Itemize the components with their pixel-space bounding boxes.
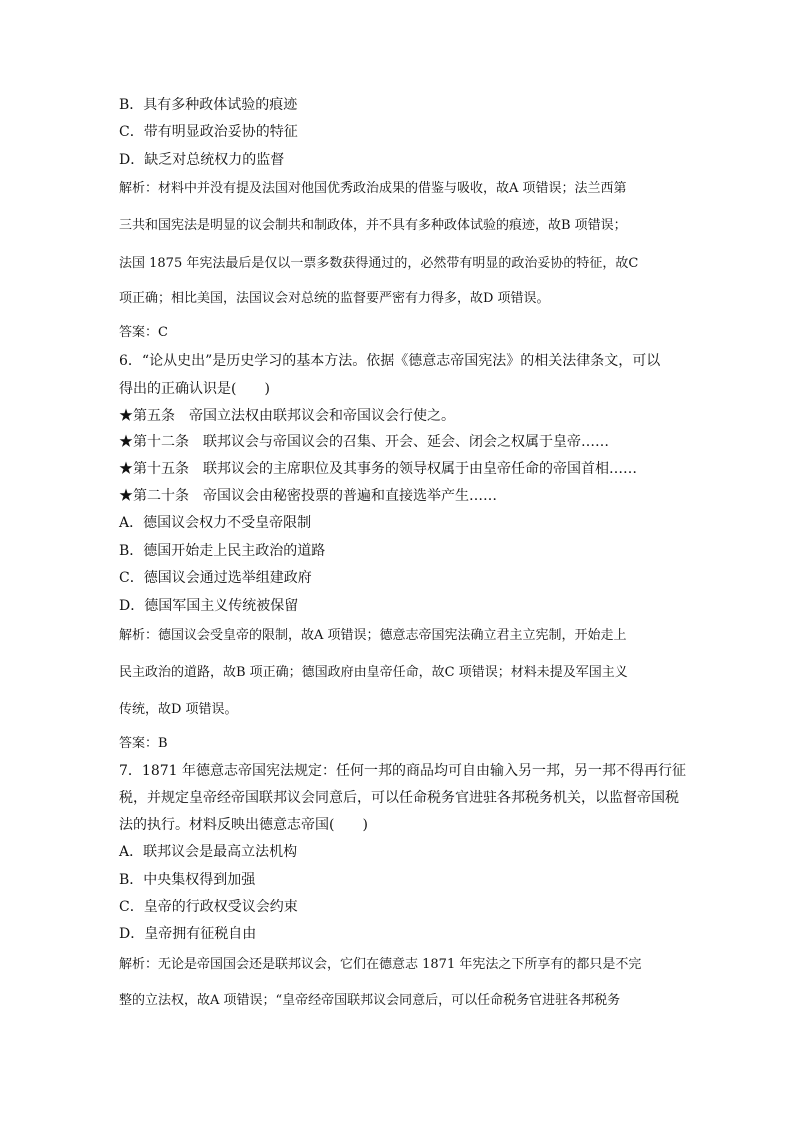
analysis-line: 解析：无论是帝国国会还是联邦议会，它们在德意志 1871 年宪法之下所享有的都只是不完 [119, 957, 642, 972]
option-b: B．中央集权得到加强 [119, 872, 256, 888]
question-stem: 6．“论从史出”是历史学习的基本方法。依据《德意志帝国宪法》的相关法律条文，可以 [119, 353, 661, 369]
analysis-line: 民主政治的道路，故B 项正确；德国政府由皇帝任命，故C 项错误；材料未提及军国主义 [119, 665, 628, 680]
analysis-line: 三共和国宪法是明显的议会制共和制政体，并不具有多种政体试验的痕迹，故B 项错误； [119, 218, 627, 233]
option-c: C．带有明显政治妥协的特征 [119, 124, 298, 140]
option-c: C．皇帝的行政权受议会约束 [119, 899, 298, 915]
option-d: D．德国军国主义传统被保留 [119, 598, 299, 614]
option-c: C．德国议会通过选举组建政府 [119, 570, 312, 586]
answer: 答案：C [119, 325, 168, 340]
question-stem: 法的执行。材料反映出德意志帝国( ) [119, 817, 368, 833]
analysis-line: 解析：德国议会受皇帝的限制，故A 项错误；德意志帝国宪法确立君主立宪制，开始走上 [119, 628, 627, 643]
question-stem: 得出的正确认识是( ) [119, 381, 270, 397]
option-a: A．德国议会权力不受皇帝限制 [119, 515, 312, 531]
question-stem: 税，并规定皇帝经帝国联邦议会同意后，可以任命税务官进驻各邦税务机关，以监督帝国税 [119, 790, 679, 806]
analysis-line: 解析：材料中并没有提及法国对他国优秀政治成果的借鉴与吸收，故A 项错误；法兰西第 [119, 181, 627, 196]
option-b: B．德国开始走上民主政治的道路 [119, 543, 326, 559]
option-d: D．皇帝拥有征税自由 [119, 926, 257, 942]
article-quote: ★第二十条 帝国议会由秘密投票的普遍和直接选举产生…… [119, 488, 497, 504]
article-quote: ★第十五条 联邦议会的主席职位及其事务的领导权属于由皇帝任命的帝国首相…… [119, 461, 637, 477]
article-quote: ★第十二条 联邦议会与帝国议会的召集、开会、延会、闭会之权属于皇帝…… [119, 434, 609, 450]
option-d: D．缺乏对总统权力的监督 [119, 152, 285, 168]
analysis-line: 法国 1875 年宪法最后是仅以一票多数获得通过的，必然带有明显的政治妥协的特征，故C [119, 256, 639, 271]
analysis-line: 传统，故D 项错误。 [119, 702, 238, 717]
answer: 答案：B [119, 736, 168, 751]
article-quote: ★第五条 帝国立法权由联邦议会和帝国议会行使之。 [119, 408, 455, 424]
option-b: B．具有多种政体试验的痕迹 [119, 97, 298, 113]
analysis-line: 整的立法权，故A 项错误；“皇帝经帝国联邦议会同意后，可以任命税务官进驻各邦税务 [119, 993, 621, 1008]
analysis-line: 项正确；相比美国，法国议会对总统的监督要严密有力得多，故D 项错误。 [119, 291, 550, 306]
question-stem: 7．1871 年德意志帝国宪法规定：任何一邦的商品均可自由输入另一邦，另一邦不得再行征 [119, 763, 686, 779]
option-a: A．联邦议会是最高立法机构 [119, 844, 298, 860]
